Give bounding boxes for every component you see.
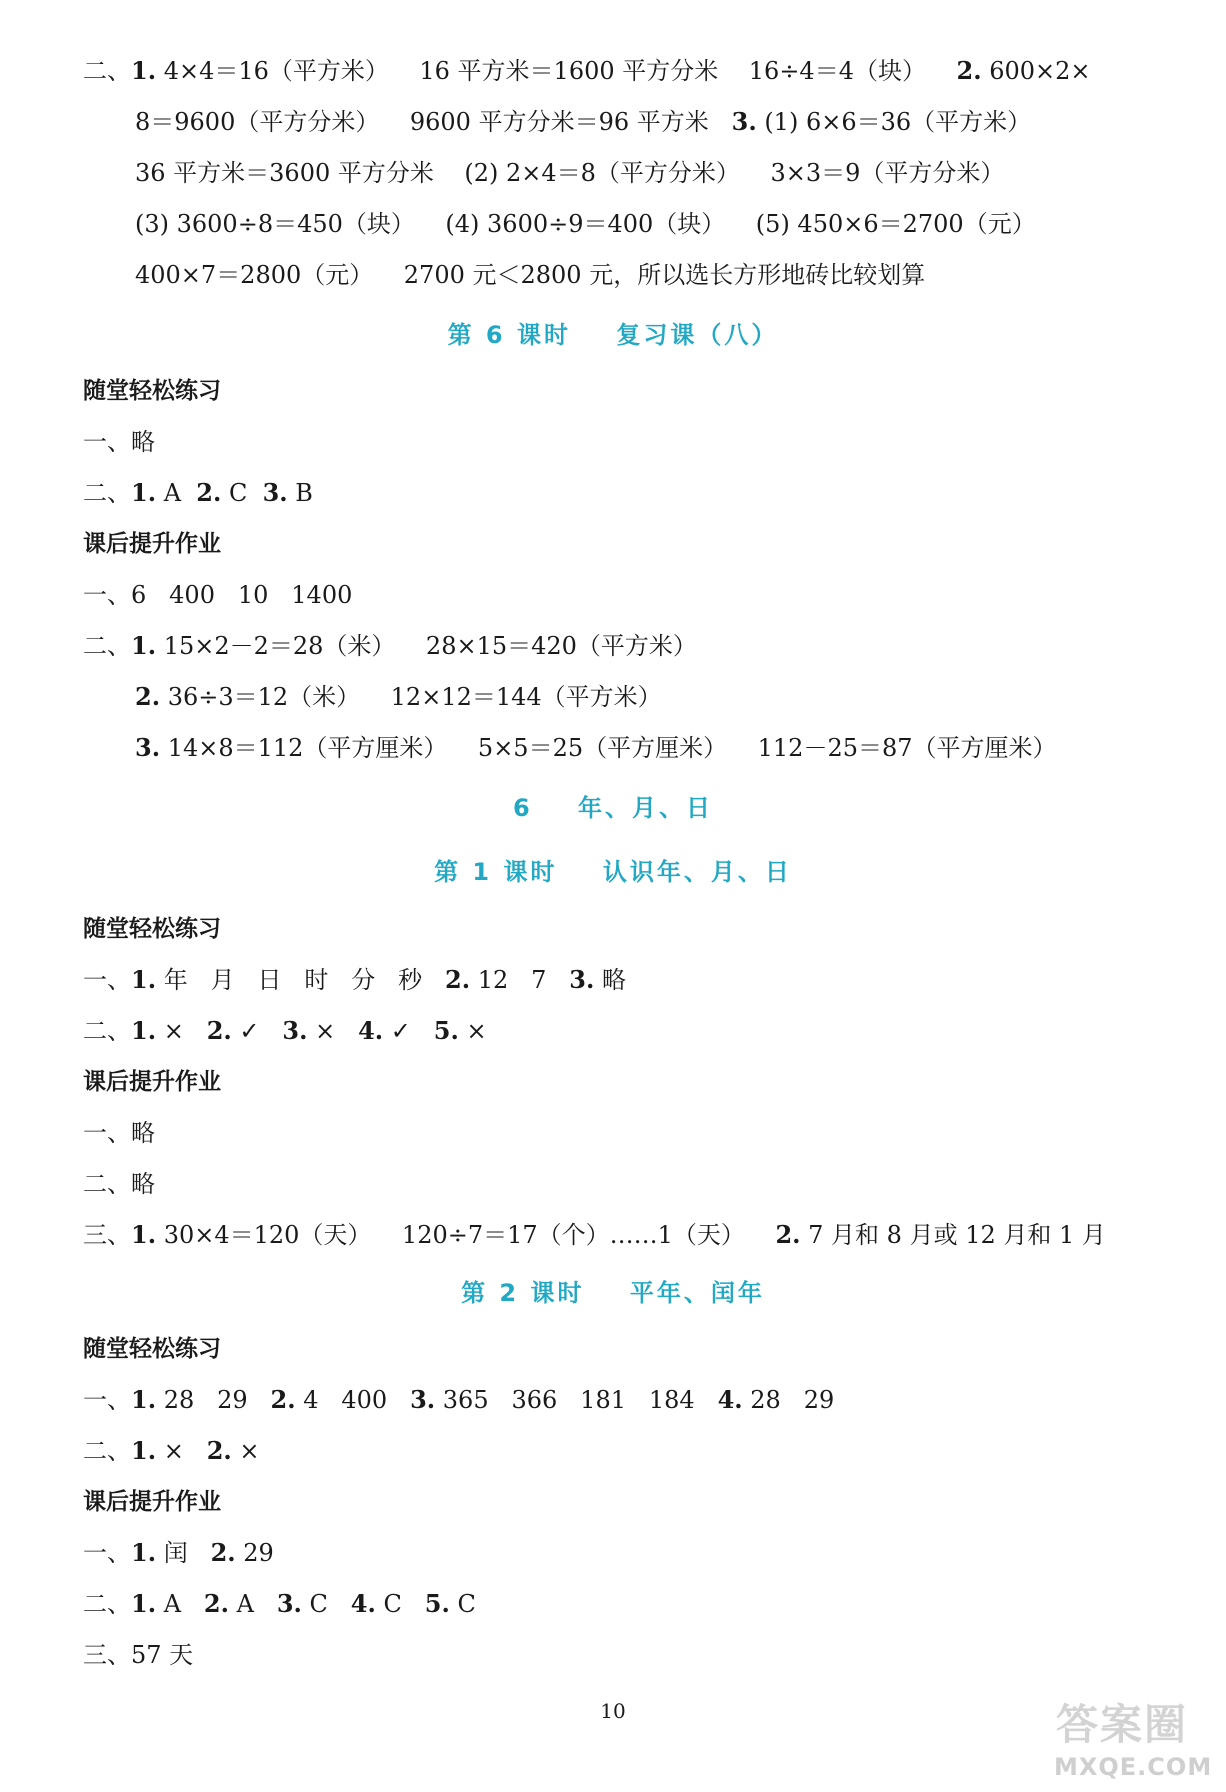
section-heading: 随堂轻松练习 (83, 1336, 221, 1362)
question-number: 2. (445, 965, 471, 994)
answer-line (83, 629, 697, 663)
answer-text: C (301, 1590, 351, 1618)
answer-text: 二、略 (83, 1170, 155, 1198)
answer-line (135, 156, 1004, 190)
question-number: 3. (731, 107, 757, 136)
watermark-url: MXQE.COM (1054, 1753, 1213, 1781)
answer-text: 二、 (83, 632, 131, 660)
answer-line (83, 1116, 155, 1150)
answer-text: × (156, 1437, 207, 1465)
answer-text: 8＝9600（平方分米） 9600 平方分米＝96 平方米 (135, 108, 732, 136)
question-number: 1. (131, 1220, 157, 1249)
answer-text: 400×7＝2800（元） 2700 元＜2800 元，所以选长方形地砖比较划算 (135, 261, 926, 289)
answer-text: 一、 (83, 1386, 131, 1414)
section-heading: 随堂轻松练习 (83, 378, 221, 404)
question-number: 2. (135, 682, 161, 711)
answer-text: (3) 3600÷8＝450（块） (4) 3600÷9＝400（块） (5) 450×6＝2700（元） (135, 210, 1036, 238)
answer-line (83, 476, 313, 510)
answer-text: A (228, 1590, 277, 1618)
question-number: 3. (410, 1385, 436, 1414)
question-number: 2. (206, 1436, 232, 1465)
question-number: 1. (131, 631, 157, 660)
answer-line (135, 207, 1036, 241)
question-number: 2. (775, 1220, 801, 1249)
answer-text: C (375, 1590, 425, 1618)
question-number: 4. (350, 1589, 376, 1618)
page-number: 10 (600, 1699, 626, 1723)
question-number: 3. (135, 733, 161, 762)
question-number: 1. (131, 1385, 157, 1414)
question-number: 4. (717, 1385, 743, 1414)
answer-text: 一、略 (83, 1119, 155, 1147)
answer-line (83, 425, 155, 459)
answer-text: 36÷3＝12（米） 12×12＝144（平方米） (160, 683, 662, 711)
section-heading: 课后提升作业 (83, 531, 221, 557)
answer-line (83, 1383, 834, 1417)
answer-text: × (156, 1017, 207, 1045)
answer-line (83, 54, 1091, 88)
question-number: 1. (131, 965, 157, 994)
question-number: 5. (433, 1016, 459, 1045)
answer-text: C (449, 1590, 476, 1618)
answer-line (135, 731, 1057, 765)
answer-line (83, 1638, 193, 1672)
answer-text: 二、 (83, 1437, 131, 1465)
section-heading: 随堂轻松练习 (83, 916, 221, 942)
watermark-logo (1050, 1700, 1220, 1788)
answer-line (135, 258, 925, 292)
question-number: 2. (196, 478, 222, 507)
section-heading: 课后提升作业 (83, 1069, 221, 1095)
answer-text: 365 366 181 184 (435, 1386, 718, 1414)
question-number: 1. (131, 1589, 157, 1618)
answer-text: ✓ (383, 1017, 434, 1045)
answer-text: 一、略 (83, 428, 155, 456)
question-number: 4. (358, 1016, 384, 1045)
answer-line (83, 1434, 260, 1468)
section-heading: 课后提升作业 (83, 1489, 221, 1515)
question-number: 1. (131, 56, 157, 85)
question-number: 2. (203, 1589, 229, 1618)
answer-line (83, 1536, 274, 1570)
answer-line (83, 963, 626, 997)
answer-text: 28 29 (156, 1386, 271, 1414)
answer-text: 15×2－2＝28（米） 28×15＝420（平方米） (156, 632, 697, 660)
question-number: 2. (956, 56, 982, 85)
answer-line (83, 578, 352, 612)
answer-line (83, 1587, 476, 1621)
lesson-title: 第 2 课时 平年、闰年 (461, 1279, 765, 1307)
question-number: 1. (131, 1016, 157, 1045)
answer-text: 年 月 日 时 分 秒 (156, 966, 446, 994)
answer-text: A (156, 479, 197, 507)
answer-text: 三、 (83, 1221, 131, 1249)
question-number: 3. (569, 965, 595, 994)
answer-text: 7 月和 8 月或 12 月和 1 月 (800, 1221, 1106, 1249)
lesson-title: 第 6 课时 复习课（八） (447, 321, 779, 349)
question-number: 5. (424, 1589, 450, 1618)
question-number: 1. (131, 1436, 157, 1465)
answer-line (83, 1218, 1106, 1252)
answer-text: C (221, 479, 263, 507)
answer-text: 一、 (83, 966, 131, 994)
answer-text: 闰 (156, 1539, 211, 1567)
answer-text: × (231, 1437, 260, 1465)
lesson-title: 第 1 课时 认识年、月、日 (434, 858, 792, 886)
answer-text: (1) 6×6＝36（平方米） (756, 108, 1032, 136)
question-number: 3. (262, 478, 288, 507)
answer-text: 一、6 400 10 1400 (83, 581, 353, 609)
answer-text: 29 (235, 1539, 274, 1567)
answer-text: 30×4＝120（天） 120÷7＝17（个）……1（天） (156, 1221, 776, 1249)
question-number: 2. (210, 1538, 236, 1567)
answer-text: B (287, 479, 313, 507)
question-number: 1. (131, 1538, 157, 1567)
answer-text: × (307, 1017, 359, 1045)
answer-line (135, 105, 1031, 139)
answer-line (83, 1167, 155, 1201)
answer-text: 600×2× (981, 57, 1091, 85)
question-number: 3. (276, 1589, 302, 1618)
answer-text: 14×8＝112（平方厘米） 5×5＝25（平方厘米） 112－25＝87（平方厘米） (160, 734, 1057, 762)
answer-text: ✓ (231, 1017, 283, 1045)
answer-text: 三、57 天 (83, 1641, 194, 1669)
answer-text: 4 400 (295, 1386, 411, 1414)
answer-text: 二、 (83, 1017, 131, 1045)
question-number: 2. (206, 1016, 232, 1045)
answer-text: 二、 (83, 479, 131, 507)
watermark-text: 答案圈 (1056, 1700, 1189, 1749)
answer-text: 28 29 (742, 1386, 835, 1414)
answer-text: 4×4＝16（平方米） 16 平方米＝1600 平方分米 16÷4＝4（块） (156, 57, 957, 85)
answer-text: 二、 (83, 57, 131, 85)
question-number: 2. (270, 1385, 296, 1414)
answer-line (83, 1014, 487, 1048)
answer-line (135, 680, 662, 714)
question-number: 1. (131, 478, 157, 507)
question-number: 3. (282, 1016, 308, 1045)
answer-text: 一、 (83, 1539, 131, 1567)
unit-title: 6 年、月、日 (512, 794, 714, 822)
answer-text: A (156, 1590, 204, 1618)
answer-text: × (458, 1017, 487, 1045)
answer-text: 36 平方米＝3600 平方分米 (2) 2×4＝8（平方分米） 3×3＝9（平方分米） (135, 159, 1005, 187)
answer-text: 二、 (83, 1590, 131, 1618)
answer-text: 略 (594, 966, 626, 994)
answer-text: 12 7 (470, 966, 570, 994)
